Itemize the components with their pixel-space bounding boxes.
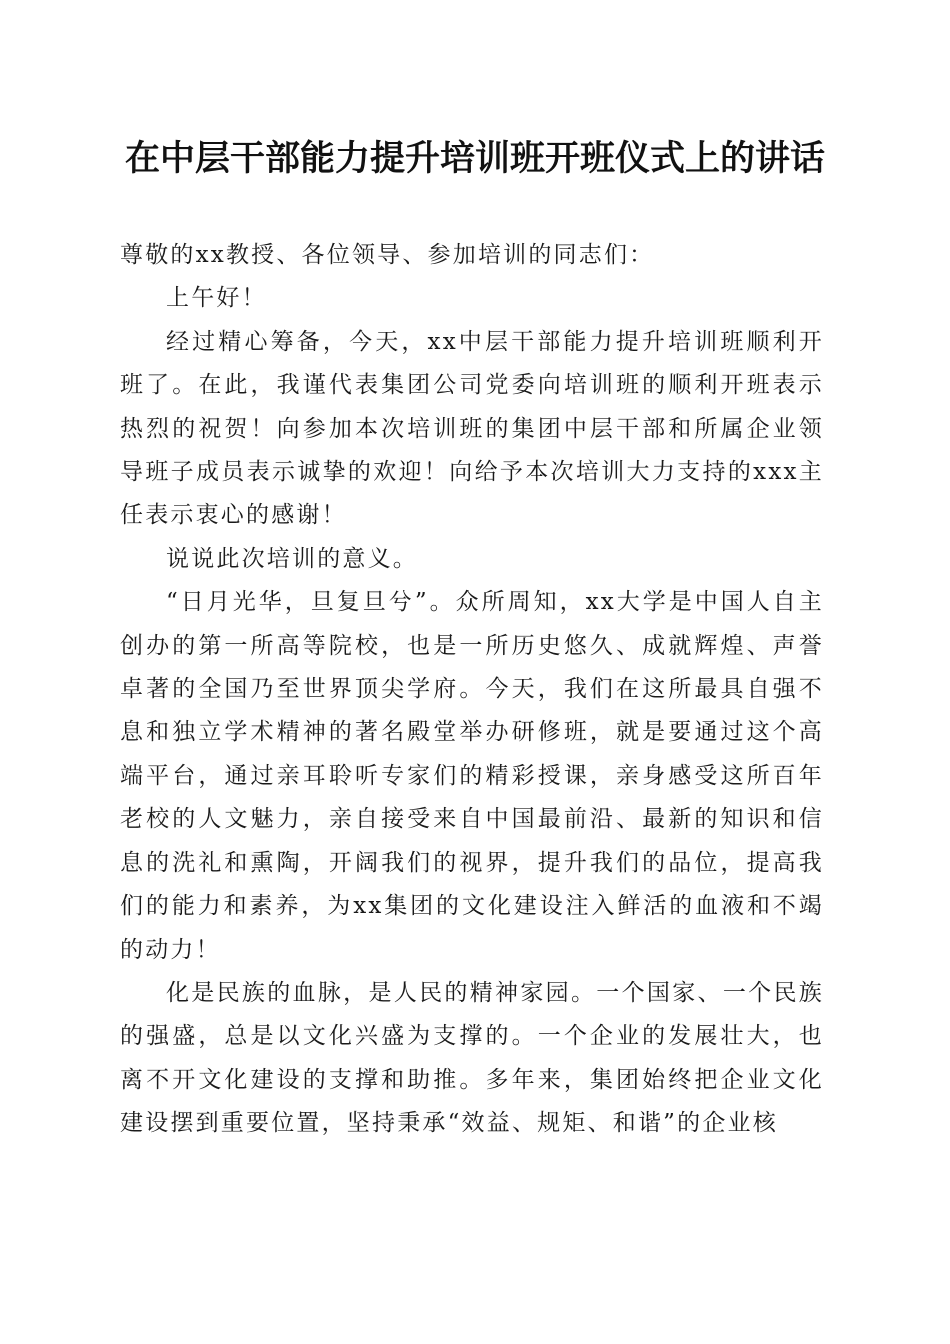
- document-title: 在中层干部能力提升培训班开班仪式上的讲话: [124, 138, 825, 179]
- body-paragraph: 经过精心筹备，今天，xx中层干部能力提升培训班顺利开班了。在此，我谨代表集团公司党委向培训班的顺利开班表示热烈的祝贺！向参加本次培训班的集团中层干部和所属企业领导班子成员表示诚挚的欢迎！向给予本次培训大力支持的xxx主任表示衷心的感谢！: [120, 328, 824, 529]
- salutation-paragraph: 尊敬的xx教授、各位领导、参加培训的同志们：: [120, 242, 655, 268]
- body-paragraph: 说说此次培训的意义。: [166, 545, 418, 572]
- document-body: [120, 234, 824, 1146]
- body-paragraph: “日月光华，旦复旦兮”。众所周知，xx大学是中国人自主创办的第一所高等院校，也是一所历史悠久、成就辉煌、声誉卓著的全国乃至世界顶尖学府。今天，我们在这所最具自强不息和独立学术精神的著名殿堂举办研修班，就是要通过这个高端平台，通过亲耳聆听专家们的精彩授课，亲身感受这所百年老校的人文魅力，亲自接受来自中国最前沿、最新的知识和信息的洗礼和熏陶，开阔我们的视界，提升我们的品位，提高我们的能力和素养，为xx集团的文化建设注入鲜活的血液和不竭的动力！: [120, 589, 824, 963]
- greeting-paragraph: 上午好！: [166, 285, 267, 312]
- body-paragraph: 化是民族的血脉，是人民的精神家园。一个国家、一个民族的强盛，总是以文化兴盛为支撑的。一个企业的发展壮大，也离不开文化建设的支撑和助推。多年来，集团始终把企业文化建设摆到重要位置，坚持秉承“效益、规矩、和谐”的企业核: [120, 979, 824, 1137]
